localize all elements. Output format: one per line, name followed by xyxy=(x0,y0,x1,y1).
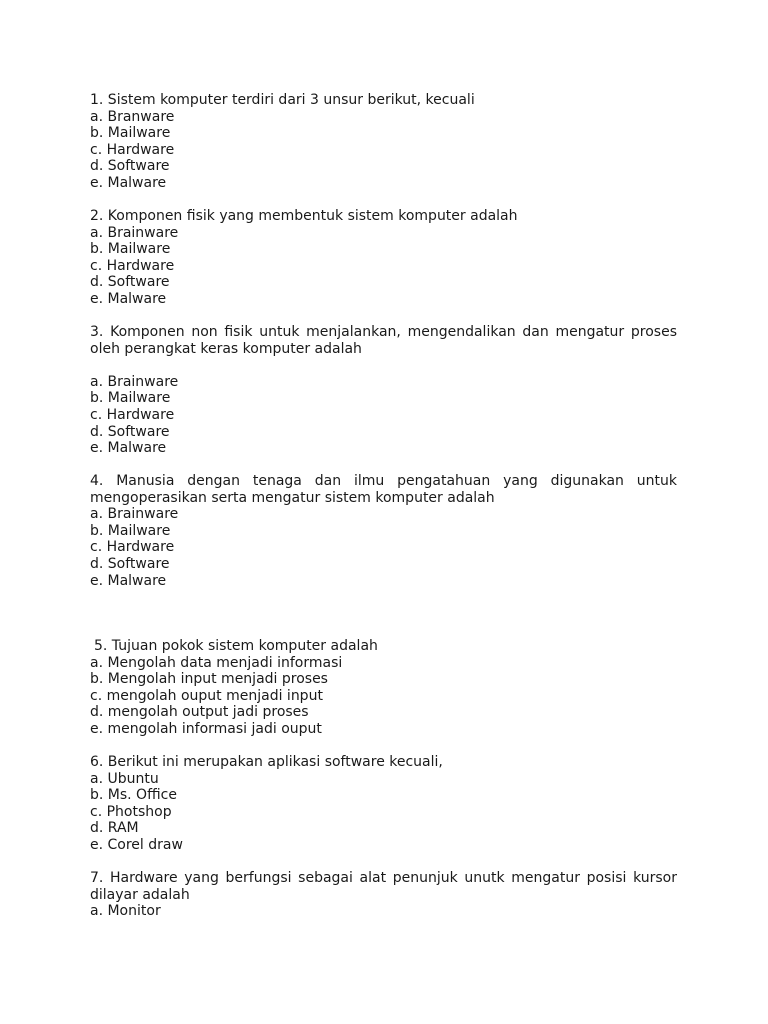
option-c: c. Photshop xyxy=(90,803,172,820)
question-text: 2. Komponen fisik yang membentuk sistem komputer adalah xyxy=(90,208,518,224)
option-a: a. Brainware xyxy=(90,224,179,241)
question-1 xyxy=(90,92,677,192)
question-text: 7. Hardware yang berfungsi sebagai alat penunjuk unutk mengatur posisi kursor dilayar adalah xyxy=(90,870,677,903)
question-6 xyxy=(90,754,677,854)
option-c: c. Hardware xyxy=(90,257,175,274)
question-4 xyxy=(90,473,677,589)
option-d: d. Software xyxy=(90,423,170,440)
option-b: b. Mailware xyxy=(90,241,171,258)
question-2 xyxy=(90,208,677,308)
question-7 xyxy=(90,870,677,920)
option-list xyxy=(90,506,677,589)
option-e: e. Corel draw xyxy=(90,836,183,853)
option-list xyxy=(90,655,677,738)
question-text: 3. Komponen non fisik untuk menjalankan, mengendalikan dan mengatur proses oleh perangkat keras komputer adalah xyxy=(90,324,677,357)
option-c: c. mengolah ouput menjadi input xyxy=(90,687,323,704)
option-list xyxy=(90,771,677,854)
question-text: 1. Sistem komputer terdiri dari 3 unsur berikut, kecuali xyxy=(90,92,475,108)
option-e: e. Malware xyxy=(90,290,167,307)
option-a: a. Branware xyxy=(90,108,175,125)
question-text: 4. Manusia dengan tenaga dan ilmu pengatahuan yang digunakan untuk mengoperasikan serta mengatur sistem komputer adalah xyxy=(90,473,677,506)
question-5 xyxy=(90,638,677,738)
option-d: d. Software xyxy=(90,274,170,291)
option-a: a. Brainware xyxy=(90,373,179,390)
option-a: a. Ubuntu xyxy=(90,770,159,787)
question-text: 6. Berikut ini merupakan aplikasi software kecuali, xyxy=(90,754,443,770)
option-list xyxy=(90,109,677,192)
option-b: b. Mailware xyxy=(90,390,171,407)
option-e: e. Malware xyxy=(90,572,167,589)
option-c: c. Hardware xyxy=(90,141,175,158)
question-text: 5. Tujuan pokok sistem komputer adalah xyxy=(94,638,378,654)
option-e: e. Malware xyxy=(90,174,167,191)
option-a: a. Brainware xyxy=(90,506,179,523)
option-b: b. Mailware xyxy=(90,125,171,142)
option-e: e. Malware xyxy=(90,440,167,457)
option-d: d. Software xyxy=(90,158,170,175)
option-c: c. Hardware xyxy=(90,406,175,423)
option-c: c. Hardware xyxy=(90,539,175,556)
option-d: d. mengolah output jadi proses xyxy=(90,704,309,721)
option-d: d. Software xyxy=(90,555,170,572)
option-b: b. Mengolah input menjadi proses xyxy=(90,671,328,688)
option-a: a. Mengolah data menjadi informasi xyxy=(90,654,343,671)
option-a: a. Monitor xyxy=(90,903,161,920)
option-d: d. RAM xyxy=(90,820,139,837)
question-3 xyxy=(90,324,677,457)
option-b: b. Ms. Office xyxy=(90,787,177,804)
option-list xyxy=(90,374,677,457)
option-list xyxy=(90,903,677,920)
option-b: b. Mailware xyxy=(90,522,171,539)
option-e: e. mengolah informasi jadi ouput xyxy=(90,720,322,737)
option-list xyxy=(90,225,677,308)
